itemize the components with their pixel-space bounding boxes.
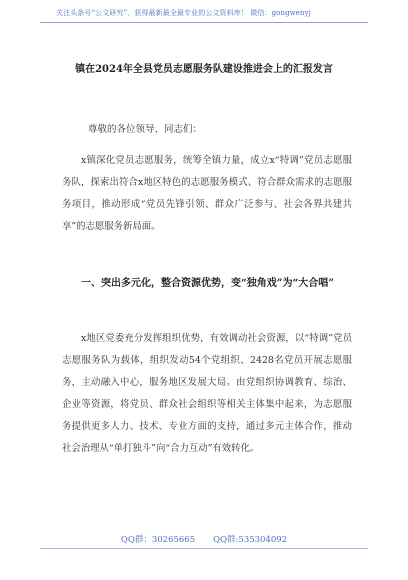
footer-qq-group-1: QQ群：30265665 — [120, 535, 196, 545]
section-heading-1: 一、突出多元化，整合资源优势，变“独角戏”为“大合唱” — [81, 278, 335, 289]
document-title: 镇在2024年全县党员志愿服务队建设推进会上的汇报发言 — [75, 64, 333, 75]
header-promo-note: 关注头条号“公文研究”，获得最新最全最专业的公文资料库！ 微信：gongwenyj — [56, 9, 311, 17]
footer-contact — [0, 533, 408, 545]
paragraph-section-1: x地区党委充分发挥组织优势，有效调动社会资源，以“特调”党员志愿服务队为载体，组织发动54个党组织、2428名党员开展志愿服务，主动融入中心，服务地区发展大局。由党组织协调教育、综治、企业等资源，将党员、群众社会组织等相关主体集中起来，为志愿服务提供更多人力、技术、专业方面的支持，通过多元主体合作，推动社会治理从“单打独斗”向“合力互动”有效转化。 — [62, 333, 352, 454]
paragraph-intro: x镇深化党员志愿服务，统筹全镇力量，成立x“特调”党员志愿服务队，探索出符合x地区特色的志愿服务模式、符合群众需求的志愿服务项目，推动形成“党员先锋引领、群众广泛参与、社会各界共建共享”的志愿服务新局面。 — [62, 155, 352, 232]
salutation: 尊敬的各位领导、同志们： — [88, 124, 203, 135]
footer-divider — [40, 548, 368, 549]
header-divider — [40, 22, 368, 23]
footer-qq-group-2: QQ群:535304092 — [213, 535, 288, 545]
